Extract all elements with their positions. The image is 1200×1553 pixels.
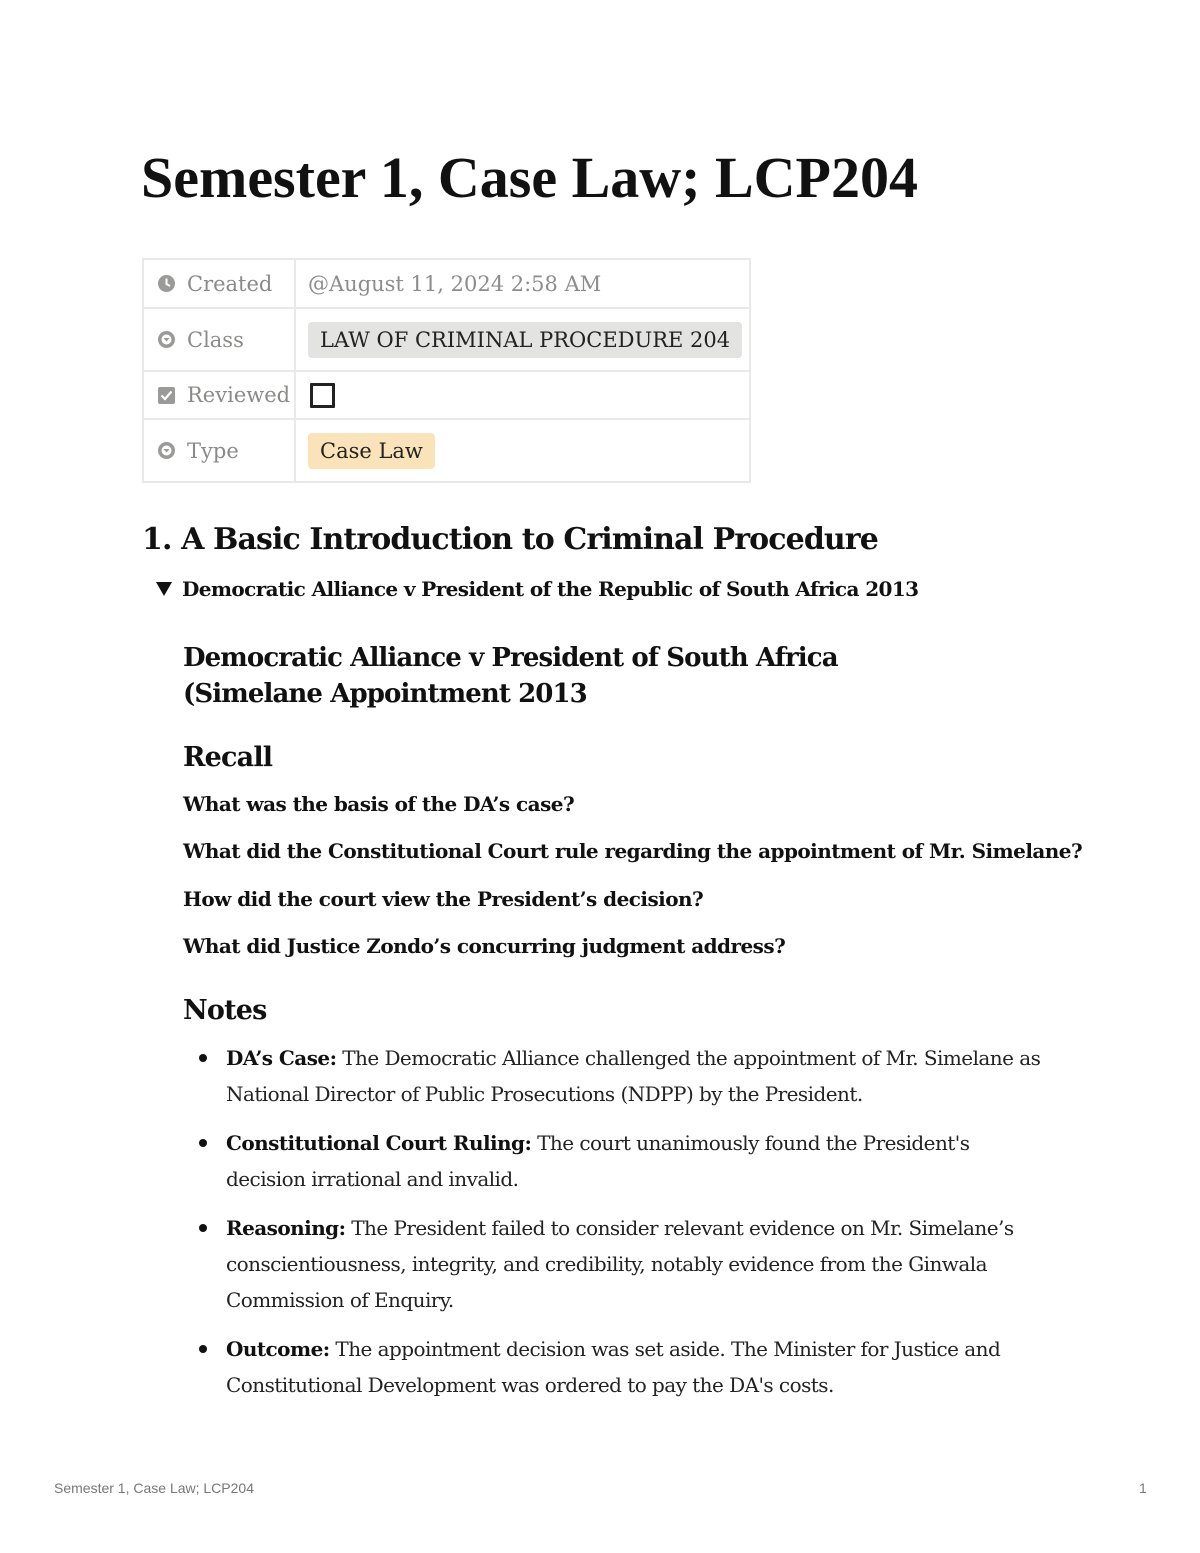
notes-list [183, 1040, 1043, 1416]
section-heading: 1. A Basic Introduction to Criminal Procedure [142, 522, 878, 557]
property-row-created [143, 259, 750, 308]
note-text: The court unanimously found the President's decision irrational and invalid. [226, 1131, 970, 1191]
list-item [183, 1040, 1043, 1112]
bullet-icon [199, 1224, 207, 1232]
page-title: Semester 1, Case Law; LCP204 [141, 145, 918, 210]
property-row-reviewed [143, 371, 750, 419]
case-toggle[interactable] [156, 577, 919, 601]
note-label: Outcome: [226, 1337, 330, 1361]
select-icon [157, 441, 176, 460]
recall-question: What was the basis of the DA’s case? [183, 792, 575, 816]
property-key: Type [187, 438, 239, 463]
notes-heading: Notes [183, 995, 267, 1026]
page-number: 1 [1139, 1480, 1147, 1496]
reviewed-checkbox[interactable] [310, 383, 335, 408]
note-label: Reasoning: [226, 1216, 346, 1240]
list-item [183, 1331, 1043, 1403]
created-date: @August 11, 2024 2:58 AM [308, 271, 602, 296]
note-label: DA’s Case: [226, 1046, 337, 1070]
note-text: The Democratic Alliance challenged the appointment of Mr. Simelane as National Director of Public Prosecutions (NDPP) by the President. [226, 1046, 1041, 1106]
clock-icon [157, 274, 176, 293]
list-item [183, 1210, 1043, 1318]
class-tag[interactable]: LAW OF CRIMINAL PROCEDURE 204 [308, 322, 742, 358]
toggle-label: Democratic Alliance v President of the Republic of South Africa 2013 [182, 577, 919, 601]
select-icon [157, 330, 176, 349]
toggle-triangle-icon[interactable] [156, 582, 172, 596]
recall-heading: Recall [183, 742, 273, 773]
recall-question: What did the Constitutional Court rule regarding the appointment of Mr. Simelane? [183, 839, 1083, 863]
property-key: Class [187, 327, 244, 352]
footer-title: Semester 1, Case Law; LCP204 [54, 1480, 254, 1496]
property-row-class [143, 308, 750, 371]
note-label: Constitutional Court Ruling: [226, 1131, 532, 1155]
bullet-icon [199, 1345, 207, 1353]
case-title: Democratic Alliance v President of South Africa (Simelane Appointment 2013 [183, 643, 838, 709]
note-text: The appointment decision was set aside. The Minister for Justice and Constitutional Development was ordered to pay the DA's costs. [226, 1337, 1001, 1397]
type-tag[interactable]: Case Law [308, 433, 435, 469]
property-key: Reviewed [187, 383, 291, 407]
list-item [183, 1125, 1043, 1197]
property-row-type [143, 419, 750, 482]
note-text: The President failed to consider relevant evidence on Mr. Simelane’s conscientiousness, integrity, and credibility, notably evidence from the Ginwala Commission of Enquiry. [226, 1216, 1014, 1312]
bullet-icon [199, 1139, 207, 1147]
bullet-icon [199, 1054, 207, 1062]
checkbox-icon [157, 386, 176, 405]
recall-question: What did Justice Zondo’s concurring judgment address? [183, 934, 786, 958]
property-key: Created [187, 271, 273, 296]
recall-question: How did the court view the President’s decision? [183, 887, 704, 911]
properties-table [142, 258, 751, 483]
